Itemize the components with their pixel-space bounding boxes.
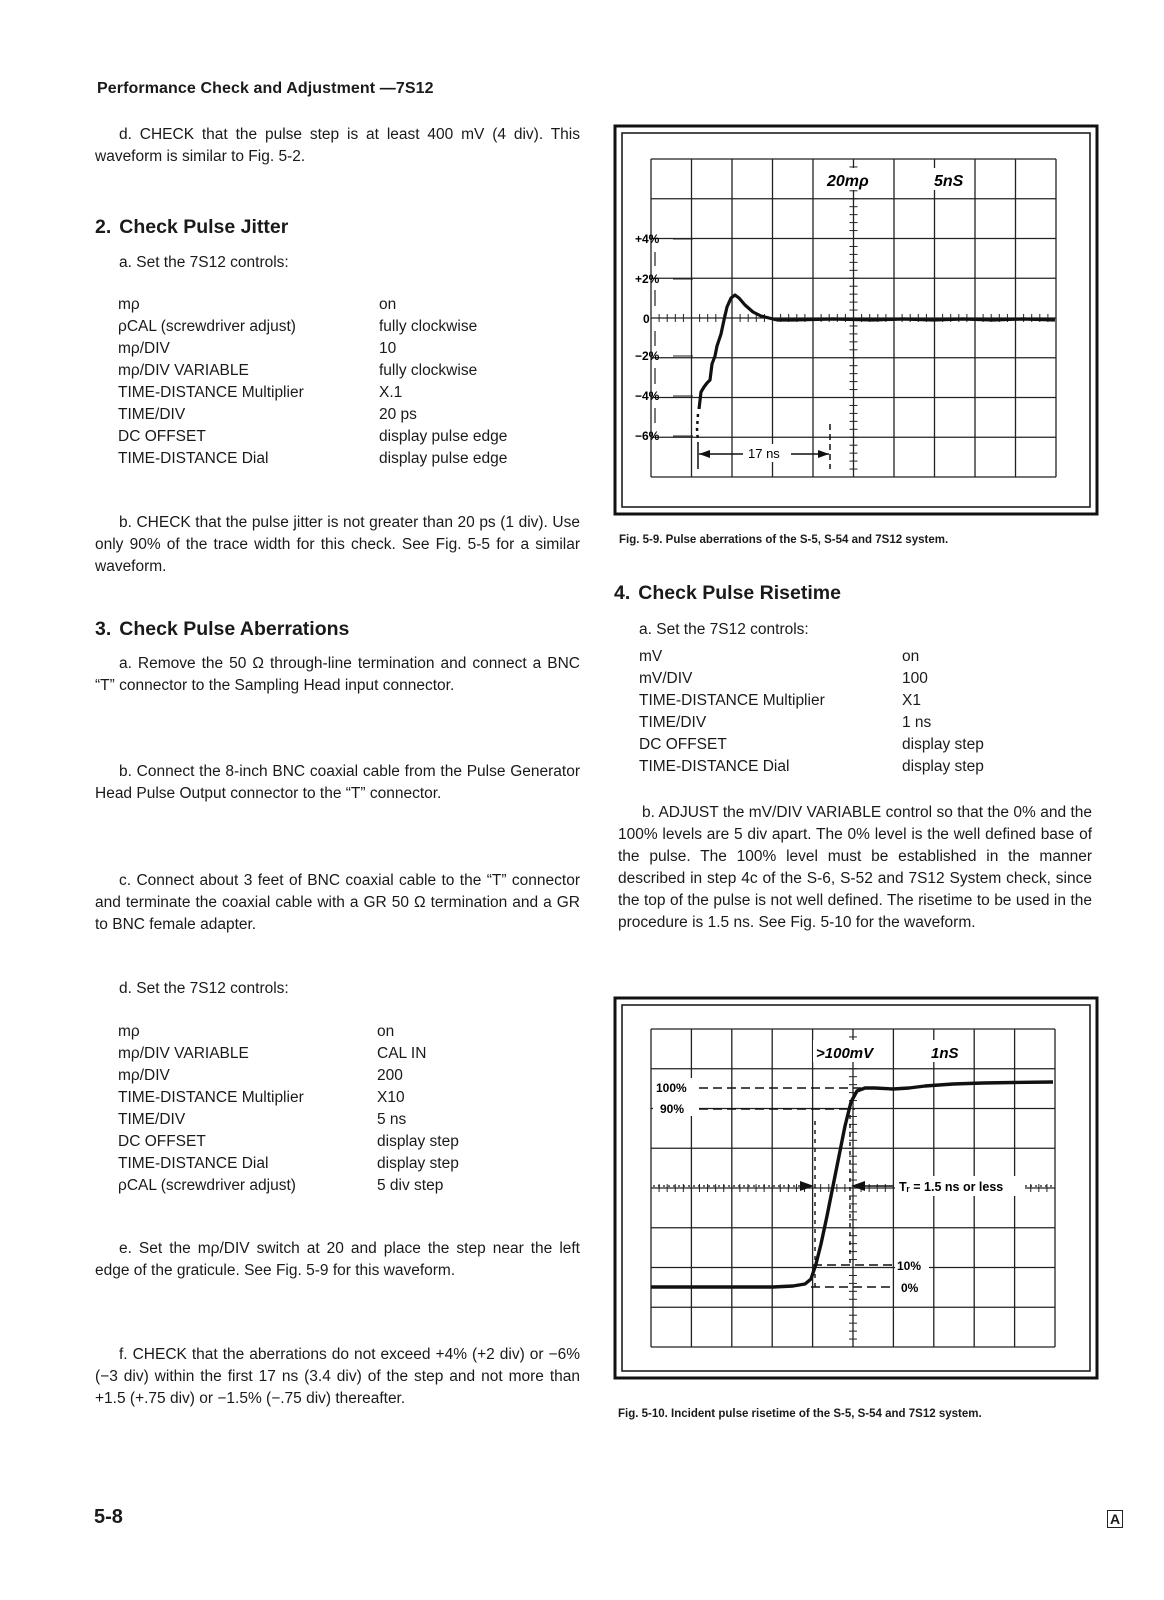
control-name: mV: [639, 648, 663, 665]
control-setting: on: [377, 1023, 395, 1040]
fig-5-9-pulse-trace: [699, 295, 1055, 409]
control-setting: X10: [377, 1089, 405, 1106]
section-2-heading: [95, 216, 288, 239]
control-setting: display step: [902, 758, 984, 775]
control-setting: 5 div step: [377, 1177, 444, 1194]
fig-5-9-label-plus2: +2%: [635, 272, 660, 286]
risetime-controls-table: [639, 646, 984, 778]
fig-5-10-label-0: 0%: [901, 1281, 919, 1295]
fig-5-10-scope-photo: [613, 996, 1099, 1380]
fig-5-9-label-zero: 0: [643, 312, 650, 326]
fig-5-9-17ns-marker: [698, 424, 830, 469]
fig-5-9-label-minus4: −4%: [635, 389, 660, 403]
control-row: [639, 690, 984, 712]
fig-5-9-label-plus4: +4%: [635, 232, 660, 246]
fig-5-9-label-minus6: −6%: [635, 429, 660, 443]
fig-5-10-label-100: 100%: [656, 1081, 687, 1095]
control-name: TIME/DIV: [118, 406, 186, 423]
control-row: [118, 316, 507, 338]
page-number: 5-8: [94, 1506, 123, 1528]
control-row: [639, 734, 984, 756]
control-setting: 20 ps: [379, 406, 417, 423]
fig-5-10-caption: Fig. 5-10. Incident pulse risetime of the S-5, S-54 and 7S12 system.: [618, 1408, 982, 1420]
control-setting: on: [902, 648, 920, 665]
control-row: [639, 712, 984, 734]
control-name: TIME-DISTANCE Multiplier: [639, 692, 825, 709]
fig-5-10-risetime-label: Tᵣ = 1.5 ns or less: [899, 1180, 1004, 1194]
step-1d-text: d. CHECK that the pulse step is at least 400 mV (4 div). This waveform is similar to Fig. 5-2.: [95, 126, 580, 165]
control-name: DC OFFSET: [118, 1133, 206, 1150]
section-4-number: 4.: [614, 582, 631, 604]
control-row: [118, 1043, 459, 1065]
control-name: ρCAL (screwdriver adjust): [118, 1177, 296, 1194]
control-row: [639, 756, 984, 778]
control-name: ρCAL (screwdriver adjust): [118, 318, 296, 335]
control-name: TIME-DISTANCE Multiplier: [118, 384, 304, 401]
section-4-title: Check Pulse Risetime: [638, 582, 841, 604]
control-row: [118, 1175, 459, 1197]
fig-5-9-label-minus2: −2%: [635, 349, 660, 363]
control-name: DC OFFSET: [118, 428, 206, 445]
control-name: mρ: [118, 296, 140, 313]
section-3d-text: d. Set the 7S12 controls:: [119, 980, 289, 997]
control-row: [118, 338, 507, 360]
control-row: [118, 1021, 459, 1043]
fig-5-10-label-90: 90%: [660, 1102, 685, 1116]
section-3-heading: [95, 618, 349, 641]
aberration-controls-table: [118, 1021, 459, 1197]
control-row: [118, 1153, 459, 1175]
section-4a-text: a. Set the 7S12 controls:: [639, 621, 809, 638]
page-header: Performance Check and Adjustment —7S12: [97, 80, 434, 97]
control-row: [118, 1087, 459, 1109]
section-3-title: Check Pulse Aberrations: [119, 618, 350, 640]
section-2-number: 2.: [95, 216, 112, 238]
fig-5-9-caption: Fig. 5-9. Pulse aberrations of the S-5, S-54 and 7S12 system.: [619, 534, 949, 546]
section-3a-text: a. Remove the 50 Ω through-line termination and connect a BNC “T” connector to the Sampling Head input connector.: [95, 655, 580, 694]
control-name: mρ/DIV VARIABLE: [118, 362, 249, 379]
control-setting: fully clockwise: [379, 362, 478, 379]
section-3b-text: b. Connect the 8-inch BNC coaxial cable from the Pulse Generator Head Pulse Output connector to the “T” connector.: [95, 763, 580, 802]
control-row: [118, 1131, 459, 1153]
fig-5-9-leading-edge-dots: [697, 414, 698, 442]
control-setting: 5 ns: [377, 1111, 407, 1128]
fig-5-9-y-scale: [635, 232, 693, 443]
section-3c-text: c. Connect about 3 feet of BNC coaxial cable to the “T” connector and terminate the coaxial cable with a GR 50 Ω termination and a GR to BNC female adapter.: [95, 872, 580, 933]
section-4b-text: b. ADJUST the mV/DIV VARIABLE control so that the 0% and the 100% levels are 5 div apart. The 0% level is the well defined base of the pulse. The 100% level must be established in the manner described in step 4c of the S-6, S-52 and 7S12 System check, since the top of the pulse is not well defined. The risetime to be used in the procedure is 1.5 ns. See Fig. 5-10 for the waveform.: [618, 804, 1092, 931]
fig-5-9-readout-timebase: 5nS: [934, 173, 964, 190]
fig-5-9-span-label: 17 ns: [748, 446, 780, 461]
control-setting: X.1: [379, 384, 403, 401]
control-row: [118, 382, 507, 404]
control-setting: 10: [379, 340, 397, 357]
control-setting: display pulse edge: [379, 450, 508, 467]
fig-5-9-scope-photo: [613, 124, 1099, 516]
section-3f-text: f. CHECK that the aberrations do not exceed +4% (+2 div) or −6% (−3 div) within the first 17 ns (3.4 div) of the step and not more than +1.5 (+.75 div) or −1.5% (−.75 div) thereafter.: [95, 1346, 580, 1407]
fig-5-10-readout-timebase: 1nS: [931, 1045, 959, 1062]
fig-5-10-readout-scale: >100mV: [816, 1045, 874, 1062]
control-setting: 200: [377, 1067, 403, 1084]
control-setting: display step: [377, 1155, 459, 1172]
control-row: [118, 1065, 459, 1087]
section-4-heading: [614, 582, 841, 605]
control-setting: display step: [377, 1133, 459, 1150]
control-name: mρ/DIV: [118, 340, 170, 357]
revision-mark: A: [1107, 1510, 1123, 1528]
control-name: mρ/DIV: [118, 1067, 170, 1084]
control-name: TIME-DISTANCE Multiplier: [118, 1089, 304, 1106]
control-row: [118, 404, 507, 426]
section-2a-text: a. Set the 7S12 controls:: [119, 254, 289, 271]
control-name: mV/DIV: [639, 670, 693, 687]
control-name: TIME/DIV: [118, 1111, 186, 1128]
control-row: [639, 668, 984, 690]
control-row: [118, 360, 507, 382]
control-row: [118, 294, 507, 316]
control-row: [639, 646, 984, 668]
control-name: TIME-DISTANCE Dial: [118, 1155, 269, 1172]
control-setting: fully clockwise: [379, 318, 478, 335]
section-3e-text: e. Set the mρ/DIV switch at 20 and place the step near the left edge of the graticule. See Fig. 5-9 for this waveform.: [95, 1240, 580, 1279]
section-2b-text: b. CHECK that the pulse jitter is not greater than 20 ps (1 div). Use only 90% of the trace width for this check. See Fig. 5-5 for a similar waveform.: [95, 514, 580, 575]
control-setting: X1: [902, 692, 921, 709]
section-2-title: Check Pulse Jitter: [119, 216, 289, 238]
control-name: mρ/DIV VARIABLE: [118, 1045, 249, 1062]
control-name: TIME/DIV: [639, 714, 707, 731]
control-setting: display pulse edge: [379, 428, 508, 445]
control-setting: CAL IN: [377, 1045, 427, 1062]
fig-5-9-readout-scale: 20mρ: [827, 173, 869, 190]
control-row: [118, 1109, 459, 1131]
control-name: TIME-DISTANCE Dial: [118, 450, 269, 467]
section-3-number: 3.: [95, 618, 112, 640]
control-setting: 1 ns: [902, 714, 932, 731]
fig-5-10-label-10: 10%: [897, 1259, 922, 1273]
control-setting: 100: [902, 670, 928, 687]
control-name: DC OFFSET: [639, 736, 727, 753]
control-setting: display step: [902, 736, 984, 753]
control-row: [118, 426, 507, 448]
control-setting: on: [379, 296, 397, 313]
control-row: [118, 448, 507, 470]
jitter-controls-table: [118, 294, 507, 470]
control-name: TIME-DISTANCE Dial: [639, 758, 790, 775]
control-name: mρ: [118, 1023, 140, 1040]
